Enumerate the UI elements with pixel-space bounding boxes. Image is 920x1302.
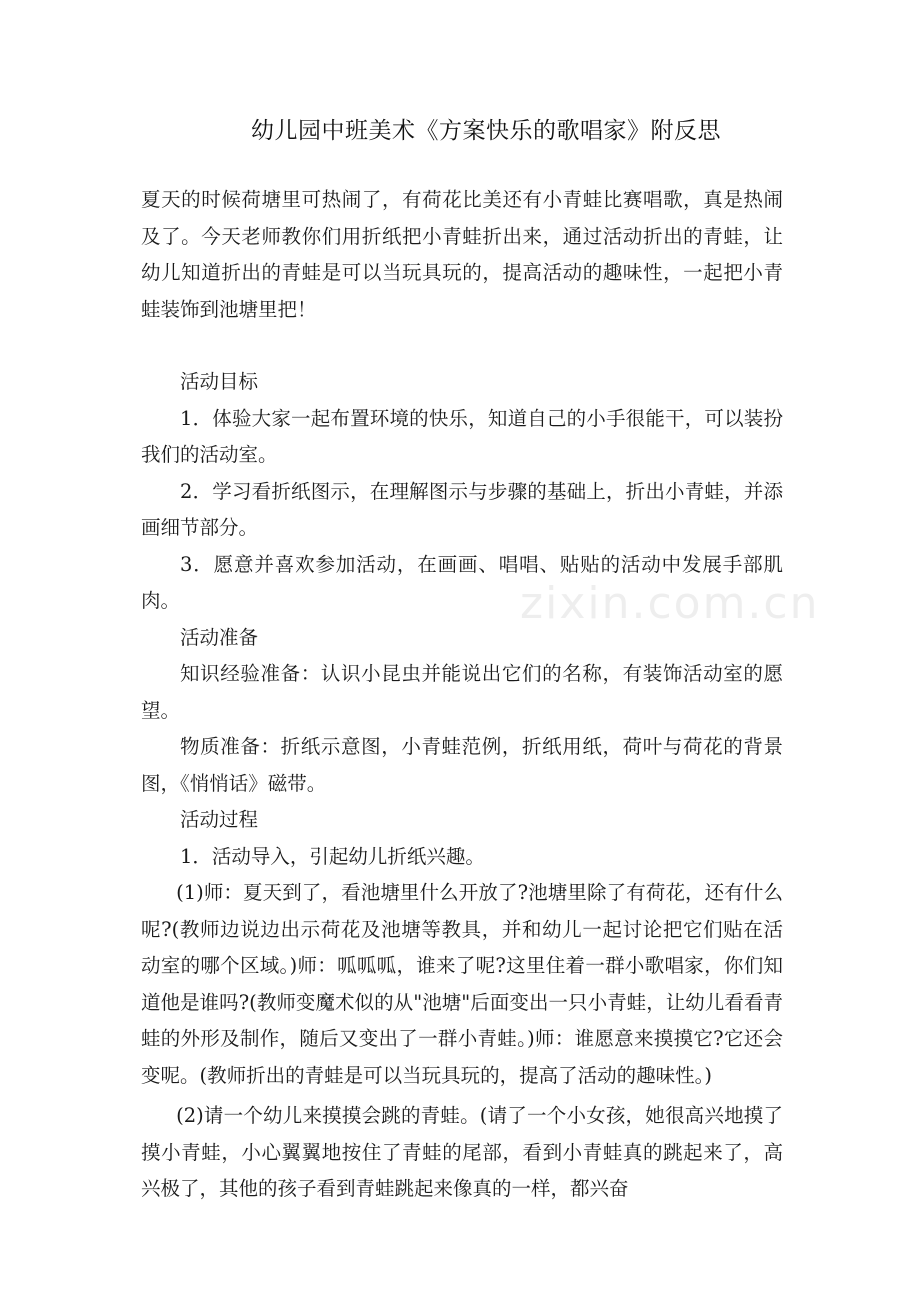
goal-item-1: 1．体验大家一起布置环境的快乐，知道自己的小手很能干，可以装扮我们的活动室。 bbox=[141, 406, 783, 466]
process-step-1-part-2: (2)请一个幼儿来摸摸会跳的青蛙。(请了一个小女孩，她很高兴地摸了摸小青蛙，小心翼翼地按住了青蛙的尾部，看到小青蛙真的跳起来了，高兴极了，其他的孩子看到青蛙跳起来像真的一样，都兴奋 bbox=[141, 1104, 783, 1200]
document-body bbox=[141, 182, 783, 1208]
goal-item-2: 2．学习看折纸图示，在理解图示与步骤的基础上，折出小青蛙，并添画细节部分。 bbox=[141, 479, 783, 539]
section-heading-process: 活动过程 bbox=[180, 808, 259, 831]
section-heading-goals: 活动目标 bbox=[180, 370, 259, 393]
goal-item-3: 3．愿意并喜欢参加活动，在画画、唱唱、贴贴的活动中发展手部肌肉。 bbox=[141, 552, 783, 612]
preparation-materials: 物质准备：折纸示意图，小青蛙范例，折纸用纸，荷叶与荷花的背景图，《悄悄话》磁带。 bbox=[141, 735, 783, 795]
intro-paragraph: 夏天的时候荷塘里可热闹了，有荷花比美还有小青蛙比赛唱歌，真是热闹及了。今天老师教你们用折纸把小青蛙折出来，通过活动折出的青蛙，让幼儿知道折出的青蛙是可以当玩具玩的，提高活动的趣味性，一起把小青蛙装饰到池塘里把！ bbox=[141, 188, 783, 321]
preparation-knowledge: 知识经验准备：认识小昆虫并能说出它们的名称，有装饰活动室的愿望。 bbox=[141, 662, 783, 722]
document-title: 幼儿园中班美术《方案快乐的歌唱家》附反思 bbox=[251, 118, 721, 144]
watermark: zixin.com.cn bbox=[520, 578, 820, 629]
process-step-1-part-1: (1)师：夏天到了，看池塘里什么开放了?池塘里除了有荷花，还有什么呢?(教师边说边出示荷花及池塘等教具，并和幼儿一起讨论把它们贴在活动室的哪个区域。)师：呱呱呱，谁来了呢?这里住着一群小歌唱家，你们知道他是谁吗?(教师变魔术似的从"池塘"后面变出一只小青蛙，让幼儿看看青蛙的外形及制作，随后又变出了一群小青蛙。)师：谁愿意来摸摸它?它还会变呢。(教师折出的青蛙是可以当玩具玩的，提高了活动的趣味性。) bbox=[141, 881, 783, 1087]
section-heading-preparation: 活动准备 bbox=[180, 625, 259, 649]
process-step-1: 1．活动导入，引起幼儿折纸兴趣。 bbox=[180, 844, 485, 868]
